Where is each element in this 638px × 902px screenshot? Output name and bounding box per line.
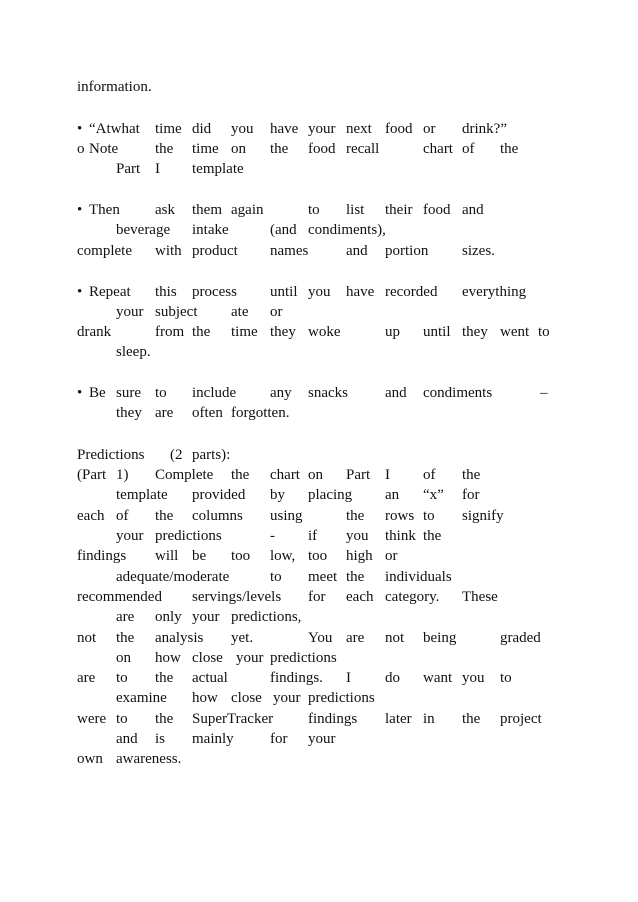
word: process	[192, 284, 237, 300]
bullet: •	[77, 121, 83, 137]
word: their	[385, 202, 413, 218]
word: Complete	[155, 467, 214, 483]
word: findings.	[270, 670, 323, 686]
word: too	[231, 548, 251, 564]
word: information.	[77, 79, 152, 95]
word: everything	[462, 284, 527, 300]
word: using	[270, 508, 303, 524]
word: to	[270, 569, 282, 585]
word: you	[346, 528, 369, 544]
word: and	[462, 202, 484, 218]
word: project	[500, 711, 542, 727]
word: up	[385, 324, 400, 340]
word: close	[231, 690, 262, 706]
word: analysis	[155, 630, 204, 646]
word: snacks	[308, 385, 348, 401]
word: were	[77, 711, 107, 727]
word: subject	[155, 304, 198, 320]
word: this	[155, 284, 177, 300]
word: are	[116, 609, 135, 625]
word: I	[155, 161, 160, 177]
word: close	[192, 650, 223, 666]
word: low,	[270, 548, 296, 564]
word: “x”	[423, 487, 444, 503]
word: predictions	[155, 528, 222, 544]
word: examine	[116, 690, 167, 706]
word: 1)	[116, 467, 129, 483]
word: the	[192, 324, 211, 340]
word: or	[423, 121, 436, 137]
word: too	[308, 548, 328, 564]
word: -	[270, 528, 275, 544]
word: findings	[308, 711, 358, 727]
heading: (2	[170, 447, 183, 463]
word: your	[116, 528, 144, 544]
word: do	[385, 670, 400, 686]
word: complete	[77, 243, 132, 259]
word: by	[270, 487, 285, 503]
word: include	[192, 385, 237, 401]
word: have	[270, 121, 299, 137]
word: in	[423, 711, 435, 727]
word: they	[116, 405, 142, 421]
word: on	[308, 467, 323, 483]
word: intake	[192, 222, 229, 238]
word: sizes.	[462, 243, 495, 259]
word: be	[192, 548, 207, 564]
word: will	[155, 548, 179, 564]
word: adequate/moderate	[116, 569, 230, 585]
word: predictions	[308, 690, 375, 706]
word: chart	[423, 141, 453, 157]
word: the	[346, 508, 365, 524]
word: on	[116, 650, 131, 666]
word: condiments	[423, 385, 493, 401]
word: an	[385, 487, 400, 503]
word: is	[155, 731, 166, 747]
word: high	[346, 548, 373, 564]
word: rows	[385, 508, 415, 524]
heading: Predictions	[77, 447, 145, 463]
word: own	[77, 751, 103, 767]
word: Note	[89, 141, 119, 157]
word: Part	[346, 467, 371, 483]
word: portion	[385, 243, 429, 259]
word: for	[462, 487, 480, 503]
word: I	[346, 670, 351, 686]
word: each	[77, 508, 105, 524]
word: how	[155, 650, 181, 666]
word: beverage	[116, 222, 171, 238]
word: recorded	[385, 284, 438, 300]
word: columns	[192, 508, 243, 524]
word: Then	[89, 202, 120, 218]
bullet: •	[77, 385, 83, 401]
word: sleep.	[116, 344, 151, 360]
word: the	[155, 508, 174, 524]
word: servings/levels	[192, 589, 282, 605]
word: they	[270, 324, 296, 340]
word: SuperTracker	[192, 711, 274, 727]
word: drink?”	[462, 121, 507, 137]
word: think	[385, 528, 416, 544]
word: graded	[500, 630, 541, 646]
word: signify	[462, 508, 504, 524]
word: o	[77, 141, 85, 157]
word: have	[346, 284, 375, 300]
word: food	[385, 121, 413, 137]
word: recall	[346, 141, 380, 157]
word: Repeat	[89, 284, 131, 300]
word: if	[308, 528, 318, 544]
word: food	[308, 141, 336, 157]
word: you	[462, 670, 485, 686]
word: the	[116, 630, 135, 646]
word: (and	[270, 222, 297, 238]
word: list	[346, 202, 365, 218]
word: the	[231, 467, 250, 483]
word: meet	[308, 569, 338, 585]
word: being	[423, 630, 457, 646]
word: mainly	[192, 731, 234, 747]
word: template	[192, 161, 244, 177]
word: are	[346, 630, 365, 646]
word: them	[192, 202, 222, 218]
word: the	[462, 711, 481, 727]
word: to	[116, 670, 128, 686]
word: product	[192, 243, 238, 259]
bullet: •	[77, 284, 83, 300]
word: your	[308, 121, 336, 137]
word: recommended	[77, 589, 162, 605]
word: Be	[89, 385, 106, 401]
word: placing	[308, 487, 353, 503]
word: your	[308, 731, 336, 747]
word: woke	[308, 324, 341, 340]
word: predictions	[270, 650, 337, 666]
word: for	[270, 731, 288, 747]
word: or	[270, 304, 283, 320]
word: did	[192, 121, 212, 137]
heading: parts):	[192, 447, 231, 463]
word: I	[385, 467, 390, 483]
word: the	[270, 141, 289, 157]
word: template	[116, 487, 168, 503]
word: time	[192, 141, 219, 157]
word: they	[462, 324, 488, 340]
word: the	[155, 670, 174, 686]
word: your	[116, 304, 144, 320]
word: your	[236, 650, 264, 666]
word: again	[231, 202, 264, 218]
word: provided	[192, 487, 246, 503]
word: time	[231, 324, 258, 340]
word: to	[155, 385, 167, 401]
word: the	[346, 569, 365, 585]
word: later	[385, 711, 412, 727]
word: sure	[116, 385, 141, 401]
bullet: •	[77, 202, 83, 218]
word: to	[500, 670, 512, 686]
word: actual	[192, 670, 228, 686]
word: yet.	[231, 630, 254, 646]
word: want	[423, 670, 453, 686]
word: not	[385, 630, 405, 646]
word: to	[423, 508, 435, 524]
word: the	[500, 141, 519, 157]
word: to	[308, 202, 320, 218]
word: the	[155, 141, 174, 157]
word: you	[308, 284, 331, 300]
word: your	[273, 690, 301, 706]
word: time	[155, 121, 182, 137]
word: with	[155, 243, 182, 259]
word: went	[500, 324, 530, 340]
word: you	[231, 121, 254, 137]
word: of	[423, 467, 436, 483]
word: are	[77, 670, 96, 686]
word: findings	[77, 548, 127, 564]
word: next	[346, 121, 372, 137]
word: your	[192, 609, 220, 625]
word: predictions,	[231, 609, 302, 625]
word: chart	[270, 467, 300, 483]
word: for	[308, 589, 326, 605]
word: and	[385, 385, 407, 401]
word: of	[116, 508, 129, 524]
word: are	[155, 405, 174, 421]
word: only	[155, 609, 182, 625]
word: These	[462, 589, 498, 605]
word: ate	[231, 304, 249, 320]
word: on	[231, 141, 246, 157]
word: “Atwhat	[89, 121, 140, 137]
word: of	[462, 141, 475, 157]
word: to	[538, 324, 550, 340]
word: the	[423, 528, 442, 544]
word: names	[270, 243, 309, 259]
word: any	[270, 385, 292, 401]
word: until	[423, 324, 451, 340]
word: –	[540, 385, 548, 401]
word: forgotten.	[231, 405, 290, 421]
word: the	[155, 711, 174, 727]
word: condiments),	[308, 222, 386, 238]
word: drank	[77, 324, 112, 340]
word: until	[270, 284, 298, 300]
word: You	[308, 630, 333, 646]
word: (Part	[77, 467, 107, 483]
word: Part	[116, 161, 141, 177]
word: food	[423, 202, 451, 218]
word: or	[385, 548, 398, 564]
word: from	[155, 324, 185, 340]
word: not	[77, 630, 97, 646]
word: each	[346, 589, 374, 605]
word: awareness.	[116, 751, 182, 767]
word: and	[346, 243, 368, 259]
word: individuals	[385, 569, 452, 585]
word: often	[192, 405, 223, 421]
word: how	[192, 690, 218, 706]
word: and	[116, 731, 138, 747]
word: to	[116, 711, 128, 727]
word: ask	[155, 202, 175, 218]
word: the	[462, 467, 481, 483]
word: category.	[385, 589, 440, 605]
